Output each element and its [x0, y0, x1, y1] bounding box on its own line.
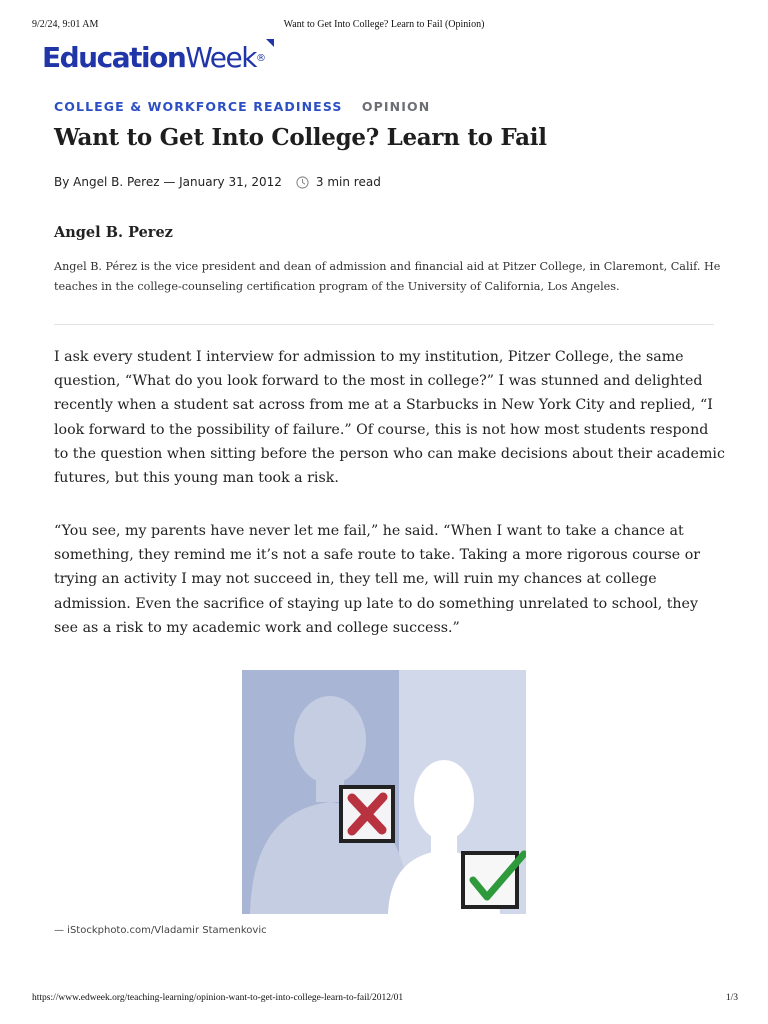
byline-text: By Angel B. Perez — January 31, 2012 [54, 175, 282, 189]
print-url: https://www.edweek.org/teaching-learning/opinion-want-to-get-into-college-learn-to-fail/2012/01 [32, 993, 404, 1003]
x-mark-icon [341, 787, 393, 841]
article-illustration [242, 670, 526, 914]
logo-text-regular: Week [185, 41, 256, 74]
print-page-number: 1/3 [725, 993, 738, 1003]
section-divider [54, 324, 714, 325]
logo-registered-mark: ® [255, 53, 266, 64]
article-headline: Want to Get Into College? Learn to Fail [54, 124, 547, 151]
print-footer [32, 993, 738, 1007]
check-mark-icon [463, 853, 524, 907]
opinion-tag-link[interactable]: OPINION [361, 99, 431, 114]
logo-text-bold: Education [42, 41, 186, 74]
print-date: 9/2/24, 9:01 AM [32, 19, 99, 30]
author-name-link[interactable]: Angel B. Perez [54, 224, 173, 241]
article-paragraph-1: I ask every student I interview for admission to my institution, Pitzer College, the same question, “What do you look forward to the most in college?” I was stunned and delighted recently when a student sat across from me at a Starbucks in New York City and replied, “I look forward to the possibility of failure.” Of course, this is not how most students respond to the question when sitting before the person who can make decisions about their academic futures, but this young man took a risk. [54, 349, 725, 487]
author-bio: Angel B. Pérez is the vice president and dean of admission and financial aid at Pitzer College, in Claremont, Calif. He teaches in the college-counseling certification program of the University of California, Los Angeles. [54, 260, 721, 293]
article-paragraph-2: “You see, my parents have never let me fail,” he said. “When I want to take a chance at something, they remind me it’s not a safe route to take. Taking a more rigorous course or trying an activity I may not succeed in, they tell me, will ruin my chances at college admission. Even the sacrifice of staying up late to do something unrelated to school, they see as a risk to my academic work and college success.” [54, 523, 701, 636]
print-title: Want to Get Into College? Learn to Fail (Opinion) [283, 19, 485, 30]
logo-corner-icon [266, 39, 274, 47]
topic-tag-link[interactable]: COLLEGE & WORKFORCE READINESS [54, 99, 343, 114]
clock-icon [296, 176, 309, 189]
education-week-logo[interactable] [42, 40, 266, 76]
article-tags [54, 99, 430, 114]
image-caption: — iStockphoto.com/Vladamir Stamenkovic [54, 925, 267, 936]
read-time: 3 min read [315, 175, 381, 189]
article-byline [54, 174, 381, 190]
print-header [32, 19, 736, 33]
illustration-svg [242, 670, 526, 914]
